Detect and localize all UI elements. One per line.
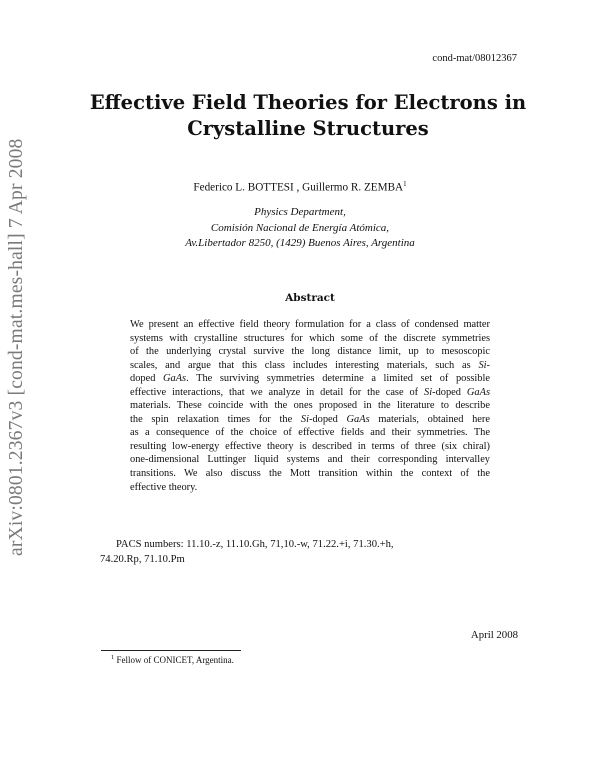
affiliation-line-2: Comisión Nacional de Energía Atómica,	[210, 221, 390, 234]
footnote	[111, 654, 234, 665]
author-list	[0, 180, 600, 194]
date: April 2008	[470, 629, 518, 641]
footnote-rule	[101, 650, 241, 651]
affiliation	[0, 205, 600, 252]
abstract-line: transitions. We also discuss the Mott transition within the context of the	[130, 468, 490, 480]
abstract-line: We present an effective field theory formulation for a class of condensed matter	[130, 319, 490, 330]
abstract-line: as a consequence of the choice of effective fields and their symmetries. The	[130, 427, 490, 439]
abstract-line: systems with crystalline structures for which some of the discrete symmetries	[130, 332, 490, 344]
abstract-body	[130, 318, 490, 494]
affiliation-line-1: Physics Department,	[254, 206, 346, 218]
pacs-numbers	[100, 537, 496, 567]
title-line-1: Effective Field Theories for Electrons in	[89, 91, 527, 114]
abstract-heading: Abstract	[285, 292, 335, 304]
abstract-line: materials. These coincide with the ones proposed in the literature to describe	[130, 400, 490, 412]
abstract-line: effective interactions, that we analyze in detail for the case of Si-doped GaAs	[130, 386, 490, 398]
abstract-line: effective theory.	[130, 481, 198, 493]
author-names: Federico L. BOTTESI , Guillermo R. ZEMBA	[193, 181, 404, 194]
arxiv-sidebar-stamp: arXiv:0801.2367v3 [cond-mat.mes-hall] 7 Apr 2008	[6, 138, 27, 556]
abstract-line: of the underlying crystal survive the long distance limit, up to mesoscopic	[130, 346, 490, 358]
abstract-line: scales, and argue that this class includes interesting materials, such as Si-	[130, 359, 490, 371]
abstract-line: the spin relaxation times for the Si-doped GaAs materials, obtained here	[130, 413, 490, 425]
pacs-line-1: PACS numbers: 11.10.-z, 11.10.Gh, 71,10.-w, 71.22.+i, 71.30.+h,	[116, 539, 394, 550]
affiliation-line-3: Av.Libertador 8250, (1429) Buenos Aires, Argentina	[185, 237, 415, 249]
footnote-mark: 1	[111, 654, 115, 661]
abstract-line: doped GaAs. The surviving symmetries determine a limited set of possible	[130, 373, 491, 385]
footnote-text: Fellow of CONICET, Argentina.	[116, 655, 234, 665]
paper-title	[60, 90, 556, 142]
author-footnote-mark: 1	[403, 180, 407, 188]
title-line-2: Crystalline Structures	[187, 117, 429, 140]
report-number: cond-mat/08012367	[432, 53, 517, 64]
abstract-line: resulting low-energy effective theory is described in terms of three (six chiral)	[130, 440, 490, 452]
pacs-line-2: 74.20.Rp, 71.10.Pm	[100, 554, 185, 565]
abstract-line: one-dimensional Luttinger liquid systems and their corresponding intervalley	[130, 454, 490, 466]
